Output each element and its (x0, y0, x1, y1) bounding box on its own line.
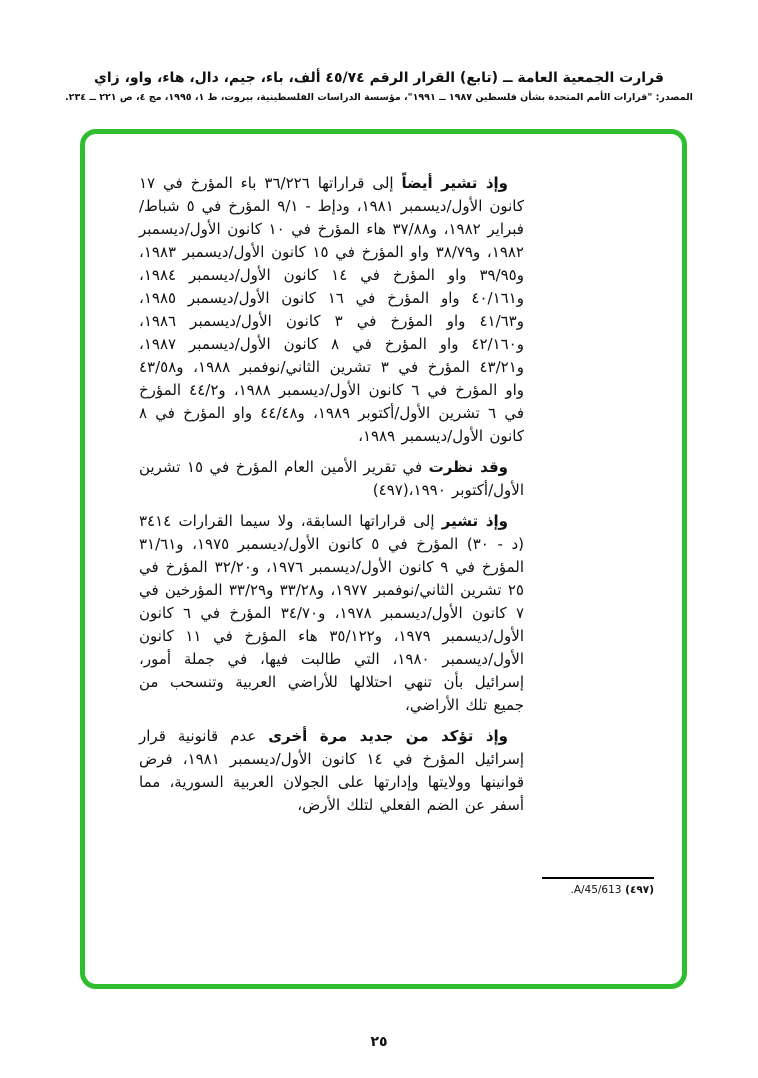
paragraph (139, 456, 524, 502)
paragraph-lead: وإذ تشير (441, 512, 508, 530)
paragraph-text: إلى قراراتها السابقة، ولا سيما القرارات ٣٤١٤ (د - ٣٠) المؤرخ في ٥ كانون الأول/ديسمبر ١٩٧٥، و٣١/٦١ المؤرخ في ٩ كانون الأول/ديسمبر ١٩٧٦، و٣٢/٢٠ المؤرخ في ٢٥ تشرين الثاني/نوفمبر ١٩٧٧، و٣٣/٢٨ و٣٣/٢٩ المؤرخين في ٧ كانون الأول/ديسمبر ١٩٧٨، و٣٤/٧٠ المؤرخ في ٦ كانون الأول/ديسمبر ١٩٧٩، و٣٥/١٢٢ هاء المؤرخ في ١١ كانون الأول/ديسمبر ١٩٨٠، التي طالبت فيها، في جملة أمور، إسرائيل بأن تنهي احتلالها للأراضي العربية وتنسحب من جميع تلك الأراضي، (138, 512, 525, 714)
paragraph-lead: وقد نظرت (428, 458, 508, 476)
page-title: قرارت الجمعية العامة ــ (تابع) القرار الرقم ٤٥/٧٤ ألف، باء، جيم، دال، هاء، واو، زاي (94, 70, 664, 86)
paragraph (139, 510, 524, 717)
body-text (139, 172, 524, 817)
paragraph (139, 172, 524, 448)
paragraph-lead: وإذ تشير أيضاً (401, 174, 508, 192)
footnote-ref: A/45/613. (570, 884, 622, 896)
footnote-marker: (٤٩٧) (625, 884, 654, 896)
footnote-separator (542, 877, 654, 879)
content-border-box (80, 129, 687, 989)
page-header (0, 0, 758, 103)
page-number: ٢٥ (370, 1034, 388, 1050)
paragraph-text: عدم قانونية قرار إسرائيل المؤرخ في ١٤ كانون الأول/ديسمبر ١٩٨١، فرض قوانينها وولايتها وإدارتها على الجولان العربية السورية، مما أسفر عن الضم الفعلي لتلك الأرض، (139, 727, 524, 814)
paragraph-lead: وإذ تؤكد من جديد مرة أخرى (268, 727, 508, 745)
paragraph (139, 725, 524, 817)
footnote (542, 877, 654, 896)
source-line: المصدر: "قرارات الأمم المتحدة بشأن فلسطين ١٩٨٧ ــ ١٩٩١"، مؤسسة الدراسات الفلسطينية، بيروت، ط ١، ١٩٩٥، مج ٤، ص ٢٢١ ــ ٢٣٤. (65, 92, 693, 103)
paragraph-text: في تقرير الأمين العام المؤرخ في ١٥ تشرين الأول/أكتوبر ١٩٩٠،(٤٩٧) (139, 458, 524, 499)
paragraph-text: إلى قراراتها ٣٦/٢٢٦ باء المؤرخ في ١٧ كانون الأول/ديسمبر ١٩٨١، ودإط - ٩/١ المؤرخ في ٥ شباط/فبراير ١٩٨٢، و٣٧/٨٨ هاء المؤرخ في ١٠ كانون الأول/ديسمبر ١٩٨٢، و٣٨/٧٩ واو المؤرخ في ١٥ كانون الأول/ديسمبر ١٩٨٣، و٣٩/٩٥ واو المؤرخ في ١٤ كانون الأول/ديسمبر ١٩٨٤، و٤٠/١٦١ واو المؤرخ في ١٦ كانون الأول/ديسمبر ١٩٨٥، و٤١/٦٣ واو المؤرخ في ٣ كانون الأول/ديسمبر ١٩٨٦، و٤٢/١٦٠ واو المؤرخ في ٨ كانون الأول/ديسمبر ١٩٨٧، و٤٣/٢١ المؤرخ في ٣ تشرين الثاني/نوفمبر ١٩٨٨، و٤٣/٥٨ واو المؤرخ في ٦ كانون الأول/ديسمبر ١٩٨٨، و٤٤/٢ المؤرخ في ٦ تشرين الأول/أكتوبر ١٩٨٩، و٤٤/٤٨ واو المؤرخ في ٨ كانون الأول/ديسمبر ١٩٨٩، (139, 174, 525, 445)
footnote-line (542, 884, 654, 896)
